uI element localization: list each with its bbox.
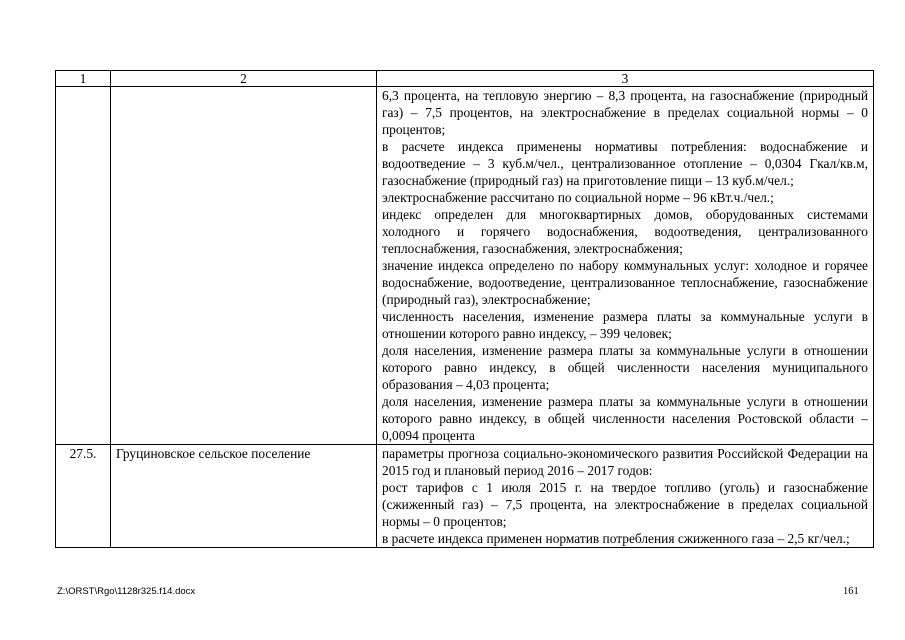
description-cell [377, 445, 874, 548]
footer-file-path: Z:\ORST\Rgo\1128r325.f14.docx [57, 586, 196, 597]
paragraph: значение индекса определено по набору коммунальных услуг: холодное и горячее водоснабжение, водоотведение, централизованное теплоснабжение, газоснабжение (природный газ), электроснабжение; [382, 258, 868, 307]
column-header: 2 [111, 71, 377, 87]
column-header: 1 [56, 71, 111, 87]
column-header: 3 [377, 71, 874, 87]
paragraph: доля населения, изменение размера платы за коммунальные услуги в отношении которого равно индексу, в общей численности населения Ростовской области – 0,0094 процента [382, 394, 868, 443]
paragraph: параметры прогноза социально-экономического развития Российской Федерации на 2015 год и плановый период 2016 – 2017 годов: [382, 446, 868, 478]
header-row [56, 71, 874, 87]
paragraph: в расчете индекса применен норматив потребления сжиженного газа – 2,5 кг/чел.; [382, 531, 850, 546]
paragraph: индекс определен для многоквартирных домов, оборудованных системами холодного и горячего водоснабжения, водоотведения, централизованного теплоснабжения, газоснабжения, электроснабжения; [382, 207, 868, 256]
paragraph: 6,3 процента, на тепловую энергию – 8,3 процента, на газоснабжение (природный газ) – 7,5 процентов, на электроснабжение в пределах социальной нормы – 0 процентов; [382, 88, 868, 137]
row-number-cell: 27.5. [56, 445, 111, 548]
paragraph: доля населения, изменение размера платы за коммунальные услуги в отношении которого равно индексу, в общей численности населения муниципального образования – 4,03 процента; [382, 343, 868, 392]
paragraph: электроснабжение рассчитано по социальной норме – 96 кВт.ч./чел.; [382, 190, 774, 205]
settlement-name-cell: Груциновское сельское поселение [111, 445, 377, 548]
paragraph: рост тарифов с 1 июля 2015 г. на твердое топливо (уголь) и газоснабжение (сжиженный газ) – 7,5 процента, на электроснабжение в пределах социальной нормы – 0 процентов; [382, 480, 868, 529]
table-row [56, 445, 874, 548]
row-number-cell [56, 87, 111, 445]
paragraph: численность населения, изменение размера платы за коммунальные услуги в отношении которого равно индексу, – 399 человек; [382, 309, 868, 341]
footer-page-number: 161 [843, 586, 859, 597]
description-cell [377, 87, 874, 445]
data-table [55, 70, 874, 548]
table-row [56, 87, 874, 445]
paragraph: в расчете индекса применены нормативы потребления: водоснабжение и водоотведение – 3 куб.м/чел., централизованное отопление – 0,0304 Гкал/кв.м, газоснабжение (природный газ) на приготовление пищи – 13 куб.м/чел.; [382, 139, 868, 188]
settlement-name-cell [111, 87, 377, 445]
